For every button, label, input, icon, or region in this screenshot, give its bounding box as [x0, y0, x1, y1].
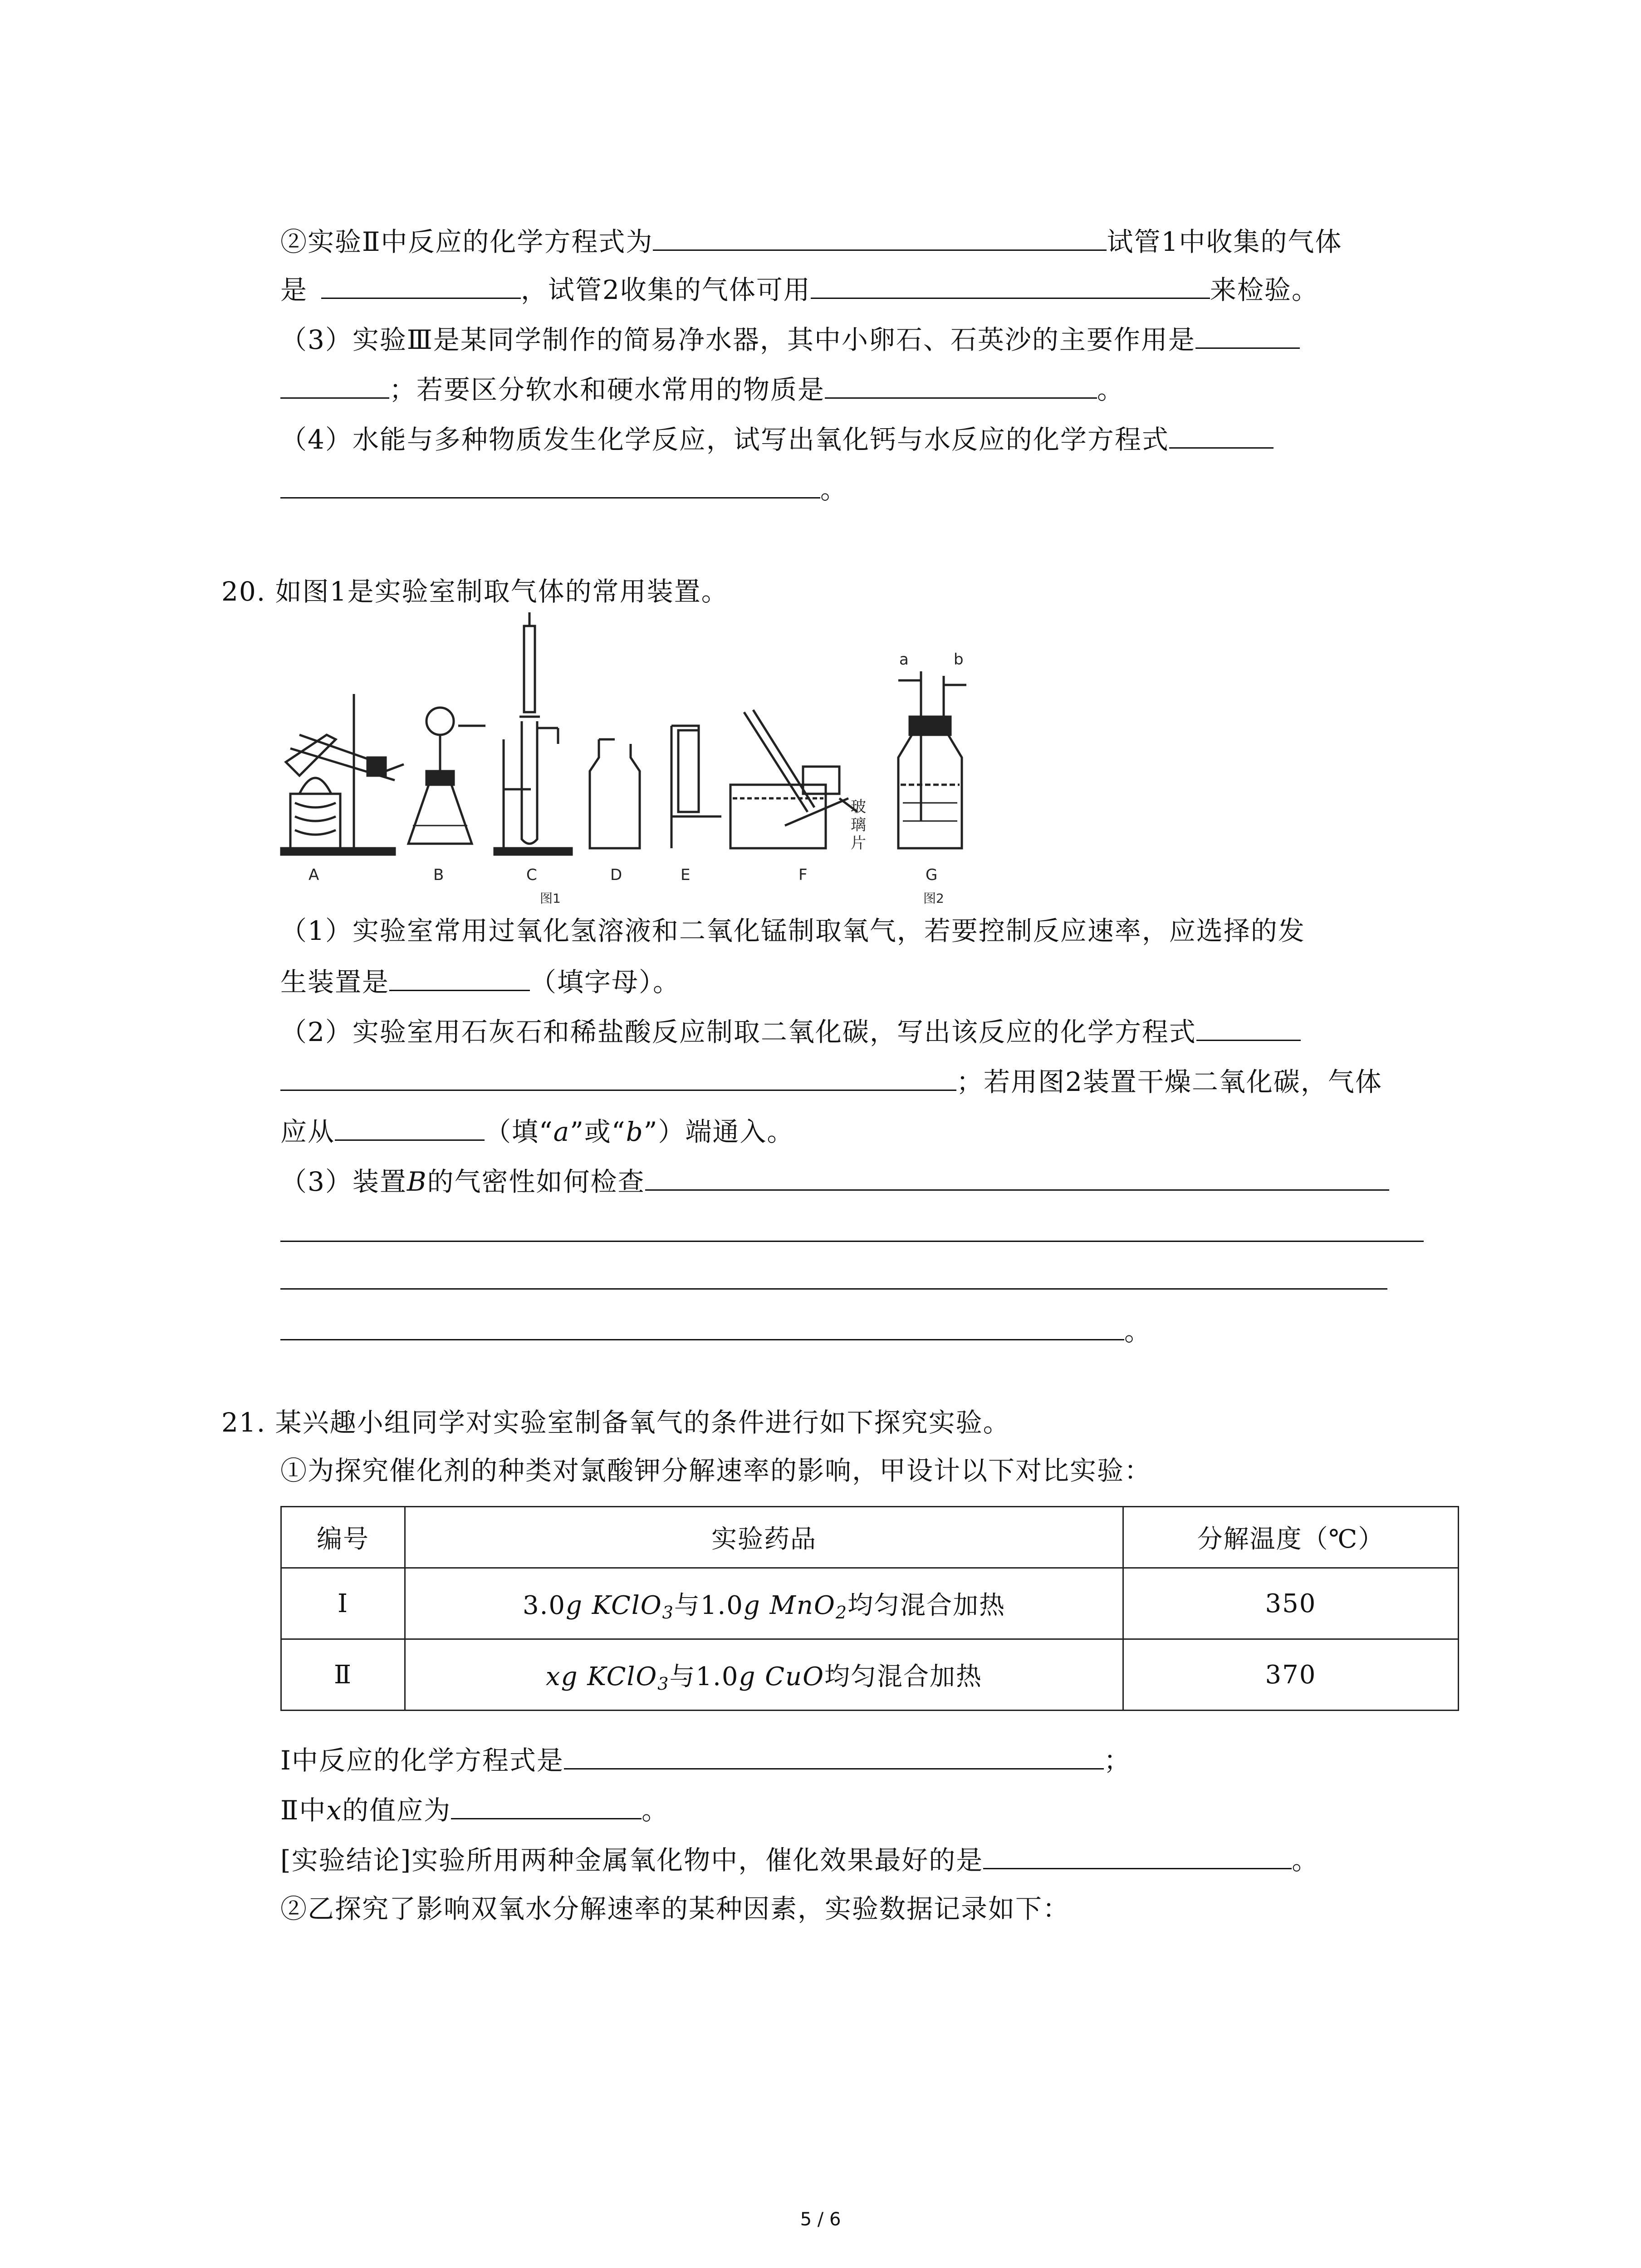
apparatus-g-wash-bottle: [898, 671, 966, 848]
q21-title: 21. 某兴趣小组同学对实验室制备氧气的条件进行如下探究实验。: [221, 1407, 1010, 1438]
answer-line[interactable]: [280, 1241, 1424, 1242]
answer-blank[interactable]: [1195, 322, 1300, 349]
apparatus-e-inverted-tube: [671, 726, 721, 848]
figure-label-e: E: [681, 866, 691, 884]
apparatus-a-heating-tube: [281, 694, 404, 855]
row-reagents: 3.0g KClO$_3$与1.0g MnO$_2$均匀混合加热: [405, 1568, 1123, 1639]
answer-blank[interactable]: [321, 272, 521, 299]
figure-label-b: B: [433, 866, 444, 884]
glass-label: 片: [851, 834, 866, 852]
answer-blank[interactable]: [335, 1114, 485, 1141]
answer-line[interactable]: [280, 1288, 1387, 1290]
figure-caption-2: 图2: [923, 891, 944, 906]
q20-part2-line1: （2）实验室用石灰石和稀盐酸反应制取二氧化碳，写出该反应的化学方程式: [280, 1014, 1301, 1048]
q21-line2: Ⅱ中x的值应为 。: [280, 1793, 669, 1827]
answer-blank[interactable]: [1196, 1014, 1301, 1041]
apparatus-c-syringe-tube: [495, 612, 572, 855]
port-b-label: b: [954, 650, 964, 669]
answer-blank[interactable]: [451, 1793, 642, 1819]
q19-line4: ；若要区分软水和硬水常用的物质是 。: [280, 372, 1124, 406]
figure-label-g: G: [926, 866, 938, 884]
q19-line6: 。: [280, 472, 847, 506]
apparatus-d-bottle: [590, 739, 640, 848]
row-id: Ⅰ: [281, 1568, 405, 1639]
q19-line5: （4）水能与多种物质发生化学反应，试写出氧化钙与水反应的化学方程式: [280, 422, 1274, 456]
glass-label: 玻: [851, 798, 866, 816]
row-id: Ⅱ: [281, 1639, 405, 1711]
figure-label-f: F: [798, 866, 808, 884]
table-header: 编号: [281, 1507, 405, 1568]
apparatus-f-water-trough: [730, 710, 857, 848]
figure-label-d: D: [610, 866, 622, 884]
q20-part1-line2: 生装置是 （填字母）。: [280, 964, 680, 998]
answer-blank[interactable]: [280, 1064, 956, 1091]
answer-blank[interactable]: [564, 1743, 1104, 1769]
answer-blank[interactable]: [1169, 422, 1274, 449]
apparatus-b-flask: [408, 708, 485, 844]
glass-label: 璃: [851, 816, 866, 834]
answer-blank[interactable]: [280, 472, 820, 499]
q20-title: 20. 如图1是实验室制取气体的常用装置。: [221, 576, 729, 607]
answer-blank[interactable]: [280, 372, 389, 399]
table-header-row: [281, 1507, 1459, 1568]
answer-blank[interactable]: [389, 964, 530, 991]
q21-line3: [实验结论]实验所用两种金属氧化物中，催化效果最好的是 。: [280, 1843, 1319, 1877]
answer-blank[interactable]: [811, 272, 1210, 299]
q19-line2: 是 ，试管2收集的气体可用 来检验。: [280, 272, 1319, 306]
q21-line4: ②乙探究了影响双氧水分解速率的某种因素，实验数据记录如下：: [280, 1893, 1070, 1924]
q21-line1: Ⅰ中反应的化学方程式是 ；: [280, 1743, 1131, 1777]
q20-part2-line3: 应从 （填“a”或“b”）端通入。: [280, 1114, 794, 1148]
experiment-table: [280, 1506, 1459, 1711]
answer-blank[interactable]: [825, 372, 1097, 399]
q20-part3-line1: （3）装置B的气密性如何检查: [280, 1164, 1389, 1198]
port-a-label: a: [899, 650, 909, 669]
apparatus-figure: [272, 612, 1007, 912]
answer-blank[interactable]: [280, 1314, 1124, 1340]
q21-intro: ①为探究催化剂的种类对氯酸钾分解速率的影响，甲设计以下对比实验：: [280, 1455, 1152, 1486]
figure-label-a: A: [309, 866, 319, 884]
row-temperature: 350: [1123, 1568, 1459, 1639]
q20-part1-line1: （1）实验室常用过氧化氢溶液和二氧化锰制取氧气，若要控制反应速率，应选择的发: [280, 915, 1305, 946]
answer-blank[interactable]: [983, 1843, 1292, 1869]
q19-line1: ②实验Ⅱ中反应的化学方程式为 试管1中收集的气体: [280, 224, 1342, 258]
answer-blank[interactable]: [645, 1164, 1389, 1191]
row-reagents: xg KClO$_3$与1.0g CuO均匀混合加热: [405, 1639, 1123, 1711]
q20-part3-last-line: 。: [280, 1314, 1151, 1348]
table-row: [281, 1639, 1459, 1711]
q20-part2-line2: ；若用图2装置干燥二氧化碳，气体: [280, 1064, 1382, 1098]
figure-label-c: C: [526, 866, 537, 884]
page-number: 5 / 6: [800, 2209, 841, 2230]
table-header: 实验药品: [405, 1507, 1123, 1568]
table-header: 分解温度（℃）: [1123, 1507, 1459, 1568]
figure-caption-1: 图1: [540, 891, 561, 906]
answer-blank[interactable]: [653, 224, 1107, 251]
q19-line3: （3）实验Ⅲ是某同学制作的简易净水器，其中小卵石、石英沙的主要作用是: [280, 322, 1300, 356]
row-temperature: 370: [1123, 1639, 1459, 1711]
table-row: [281, 1568, 1459, 1639]
